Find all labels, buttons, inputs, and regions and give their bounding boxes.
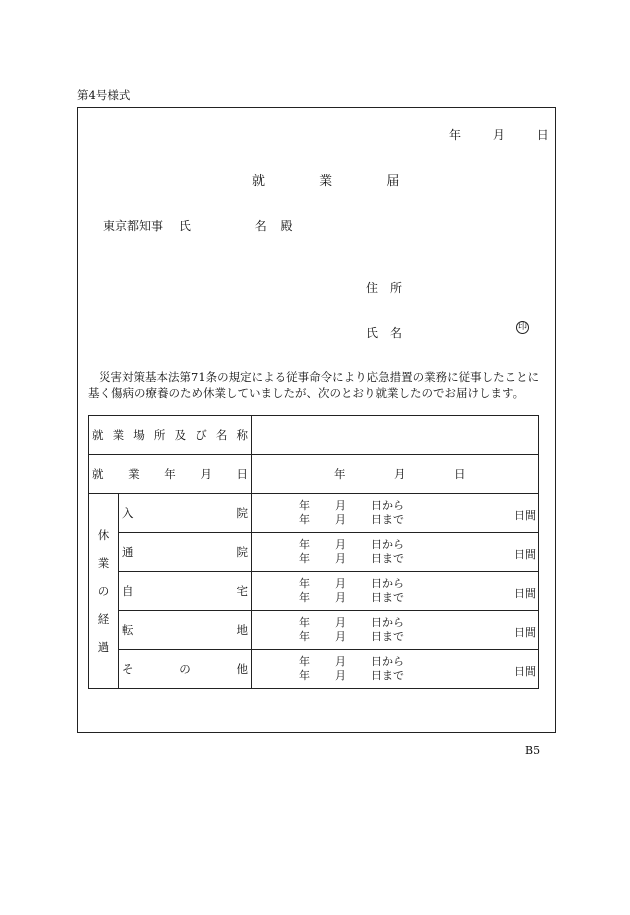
period-to: 年 月 日まで (299, 552, 404, 565)
addressee-shi: 氏 (178, 219, 191, 233)
period-from: 年 月 日から (299, 499, 404, 512)
absence-period[interactable] (252, 650, 539, 689)
workdate-label: 就業年月日 (89, 455, 252, 494)
workdate-value[interactable] (252, 455, 539, 494)
absence-type-label: 入院 (119, 494, 252, 533)
form-number-label: 第4号様式 (77, 88, 131, 102)
workplace-row (89, 416, 539, 455)
period-days: 日間 (514, 665, 536, 678)
absence-type-label: 自宅 (119, 572, 252, 611)
addressee (103, 217, 293, 234)
statement (88, 370, 548, 401)
workdate-row (89, 455, 539, 494)
absence-type-label: 転地 (119, 611, 252, 650)
absence-period[interactable] (252, 572, 539, 611)
period-from: 年 月 日から (299, 538, 404, 551)
absence-row (89, 611, 539, 650)
seal-mark: 印 (517, 322, 527, 332)
period-days: 日間 (514, 626, 536, 639)
period-to: 年 月 日まで (299, 513, 404, 526)
period-to: 年 月 日まで (299, 669, 404, 682)
absence-row (89, 650, 539, 689)
absence-row (89, 494, 539, 533)
applicant-address-label: 住 所 (366, 281, 403, 295)
absence-period[interactable] (252, 611, 539, 650)
title-char: 業 (319, 174, 333, 189)
period-to: 年 月 日まで (299, 591, 404, 604)
absence-period[interactable] (252, 533, 539, 572)
title-char: 届 (386, 174, 400, 189)
period-from: 年 月 日から (299, 655, 404, 668)
absence-row (89, 572, 539, 611)
absence-type-label: その他 (119, 650, 252, 689)
absence-type-label: 通院 (119, 533, 252, 572)
period-days: 日間 (514, 548, 536, 561)
period-days: 日間 (514, 587, 536, 600)
submission-date (449, 126, 549, 143)
applicant-name-label: 氏 名 (366, 326, 403, 340)
workdate-year: 年 (334, 467, 346, 481)
date-year: 年 (449, 128, 462, 142)
absence-heading: 休 業 の 経 過 (89, 494, 119, 689)
details-table (88, 415, 539, 689)
workdate-month: 月 (394, 467, 406, 481)
addressee-to: 東京都知事 (103, 219, 164, 233)
period-from: 年 月 日から (299, 577, 404, 590)
statement-line: 基く傷病の療養のため休業していましたが、次のとおり就業したのでお届けします。 (88, 385, 525, 400)
period-days: 日間 (514, 509, 536, 522)
workplace-value[interactable] (252, 416, 539, 455)
date-month: 月 (492, 128, 505, 142)
period-to: 年 月 日まで (299, 630, 404, 643)
date-day: 日 (536, 128, 549, 142)
addressee-mei: 名 (254, 219, 267, 233)
addressee-honorific: 殿 (280, 219, 293, 233)
form-title (252, 170, 399, 189)
period-from: 年 月 日から (299, 616, 404, 629)
statement-line: 災害対策基本法第71条の規定による従事命令により応急措置の業務に従事したことに (99, 370, 540, 384)
workplace-label: 就業場所及び名称 (89, 416, 252, 455)
workdate-day: 日 (454, 467, 466, 481)
absence-row (89, 533, 539, 572)
title-char: 就 (252, 174, 266, 189)
paper-size-mark: B5 (525, 744, 541, 757)
absence-period[interactable] (252, 494, 539, 533)
